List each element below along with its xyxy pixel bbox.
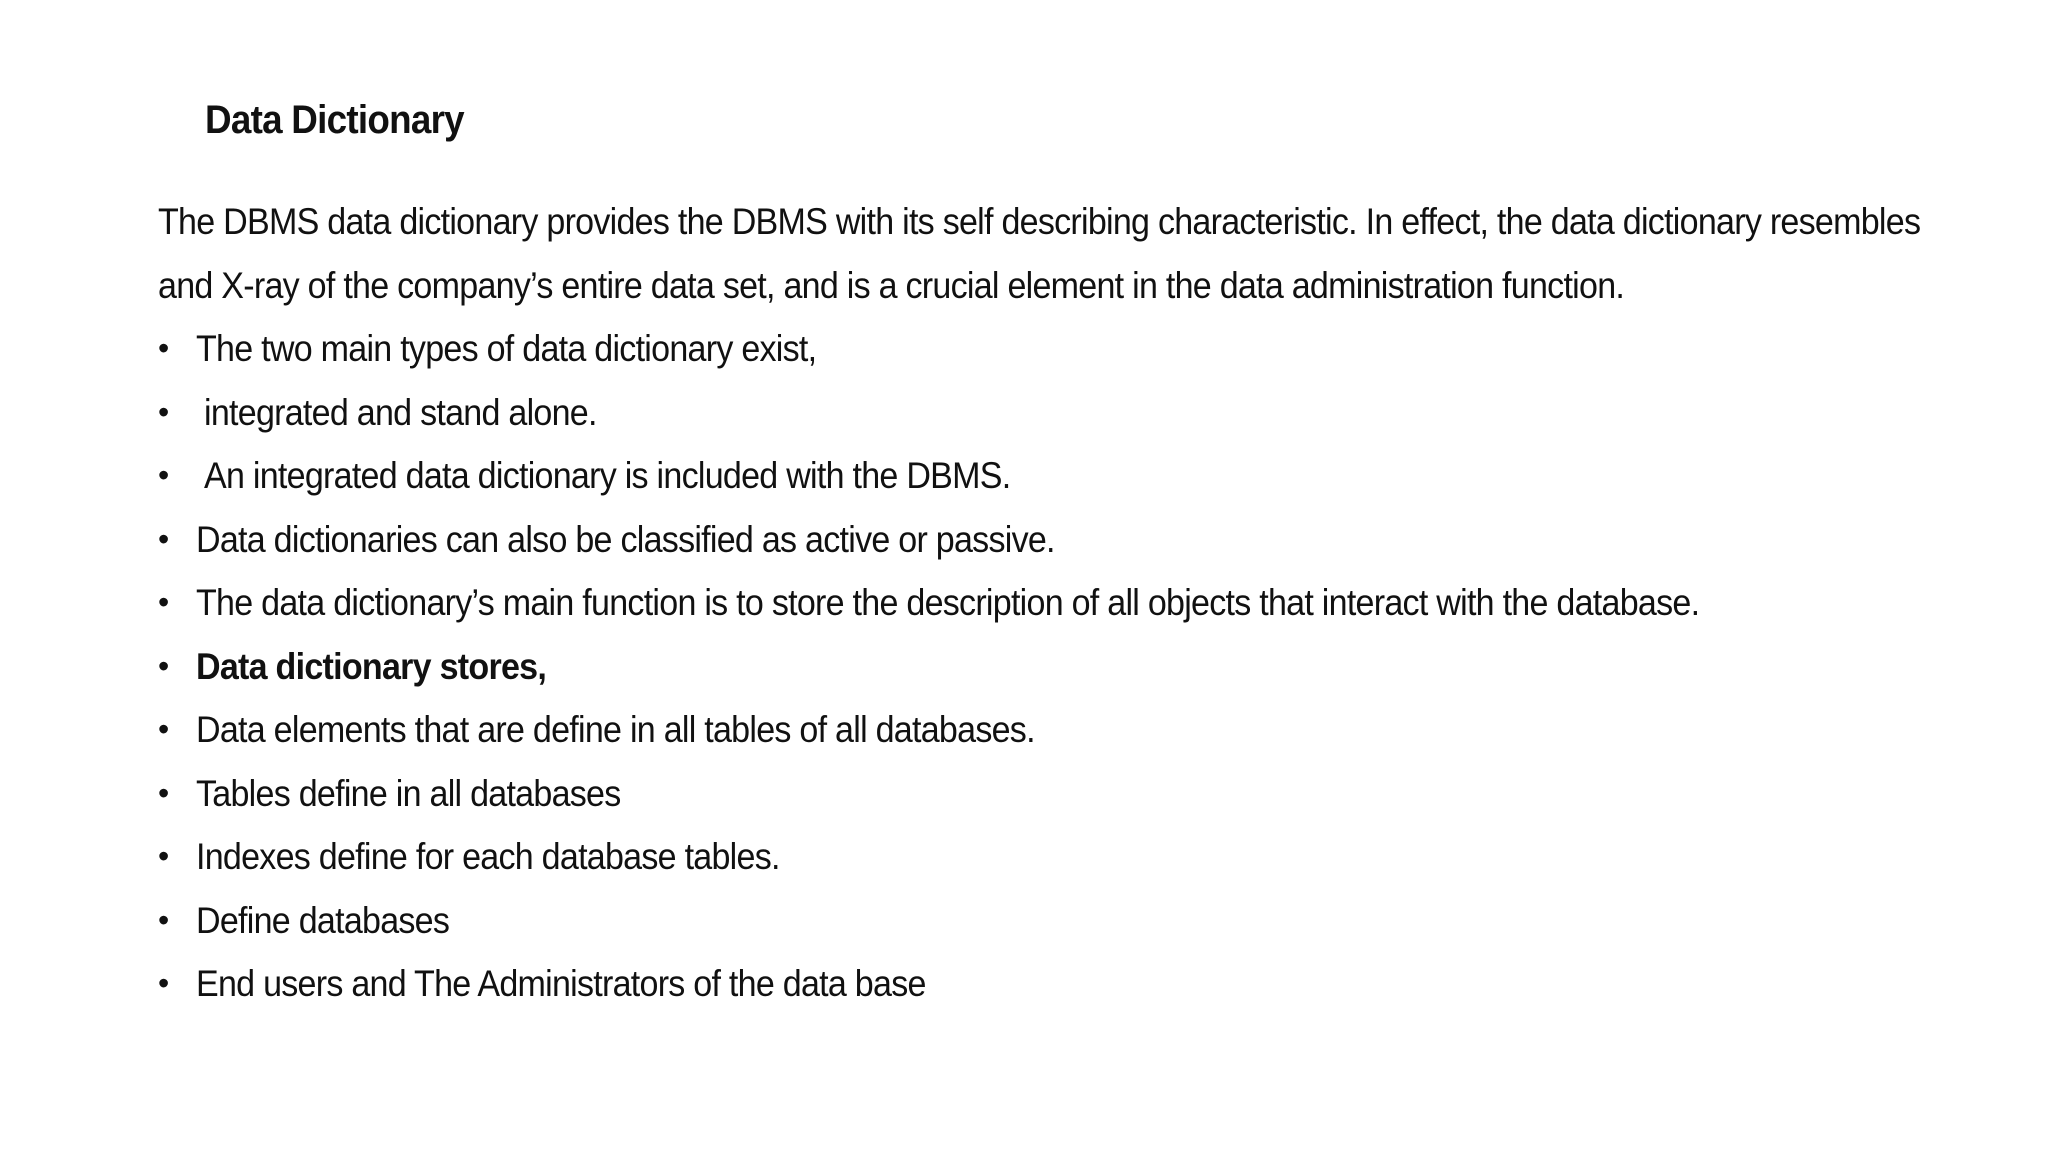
bullet-text: Tables define in all databases <box>196 772 621 814</box>
bullet-text: The two main types of data dictionary exist, <box>196 328 817 369</box>
bullet-item <box>158 508 1918 572</box>
slide-content <box>158 190 1921 1016</box>
bullet-marker: • <box>158 330 169 366</box>
bullet-item <box>158 889 1918 953</box>
bullet-item <box>158 698 1918 762</box>
bullet-list <box>158 317 1918 1016</box>
bullet-marker: • <box>158 393 169 430</box>
bullet-text: Define databases <box>196 899 450 941</box>
intro-paragraph <box>158 190 1921 317</box>
bullet-marker: • <box>158 901 169 938</box>
bullet-item <box>158 825 1918 889</box>
bullet-marker: • <box>158 520 169 557</box>
intro-paragraph-line: The DBMS data dictionary provides the DBMS with its self describing characteristic. In effect, the data dictionary resembles <box>158 201 1921 242</box>
bullet-item <box>158 762 1918 826</box>
bullet-text: End users and The Administrators of the data base <box>196 963 926 1004</box>
bullet-text: Data dictionaries can also be classified as active or passive. <box>196 518 1055 560</box>
bullet-item <box>158 571 1918 635</box>
bullet-item <box>158 317 1918 381</box>
bullet-marker: • <box>158 838 169 874</box>
bullet-item <box>158 635 1918 699</box>
bullet-text: Data dictionary stores, <box>196 645 547 687</box>
slide-title: Data Dictionary <box>205 98 464 142</box>
bullet-text: Indexes define for each database tables. <box>196 836 780 877</box>
bullet-text: Data elements that are define in all tables of all databases. <box>196 709 1035 750</box>
bullet-text: integrated and stand alone. <box>204 391 597 433</box>
bullet-marker: • <box>158 711 169 747</box>
bullet-marker: • <box>158 647 169 684</box>
bullet-marker: • <box>158 457 169 493</box>
bullet-item <box>158 381 1918 445</box>
intro-paragraph-line: and X-ray of the company’s entire data set, and is a crucial element in the data administration function. <box>158 264 1625 306</box>
bullet-text: An integrated data dictionary is included with the DBMS. <box>204 455 1011 496</box>
bullet-marker: • <box>158 584 169 620</box>
bullet-marker: • <box>158 774 169 811</box>
bullet-marker: • <box>158 965 169 1001</box>
bullet-item <box>158 952 1918 1016</box>
bullet-text: The data dictionary’s main function is to store the description of all objects that interact with the database. <box>196 582 1700 623</box>
bullet-item <box>158 444 1918 508</box>
